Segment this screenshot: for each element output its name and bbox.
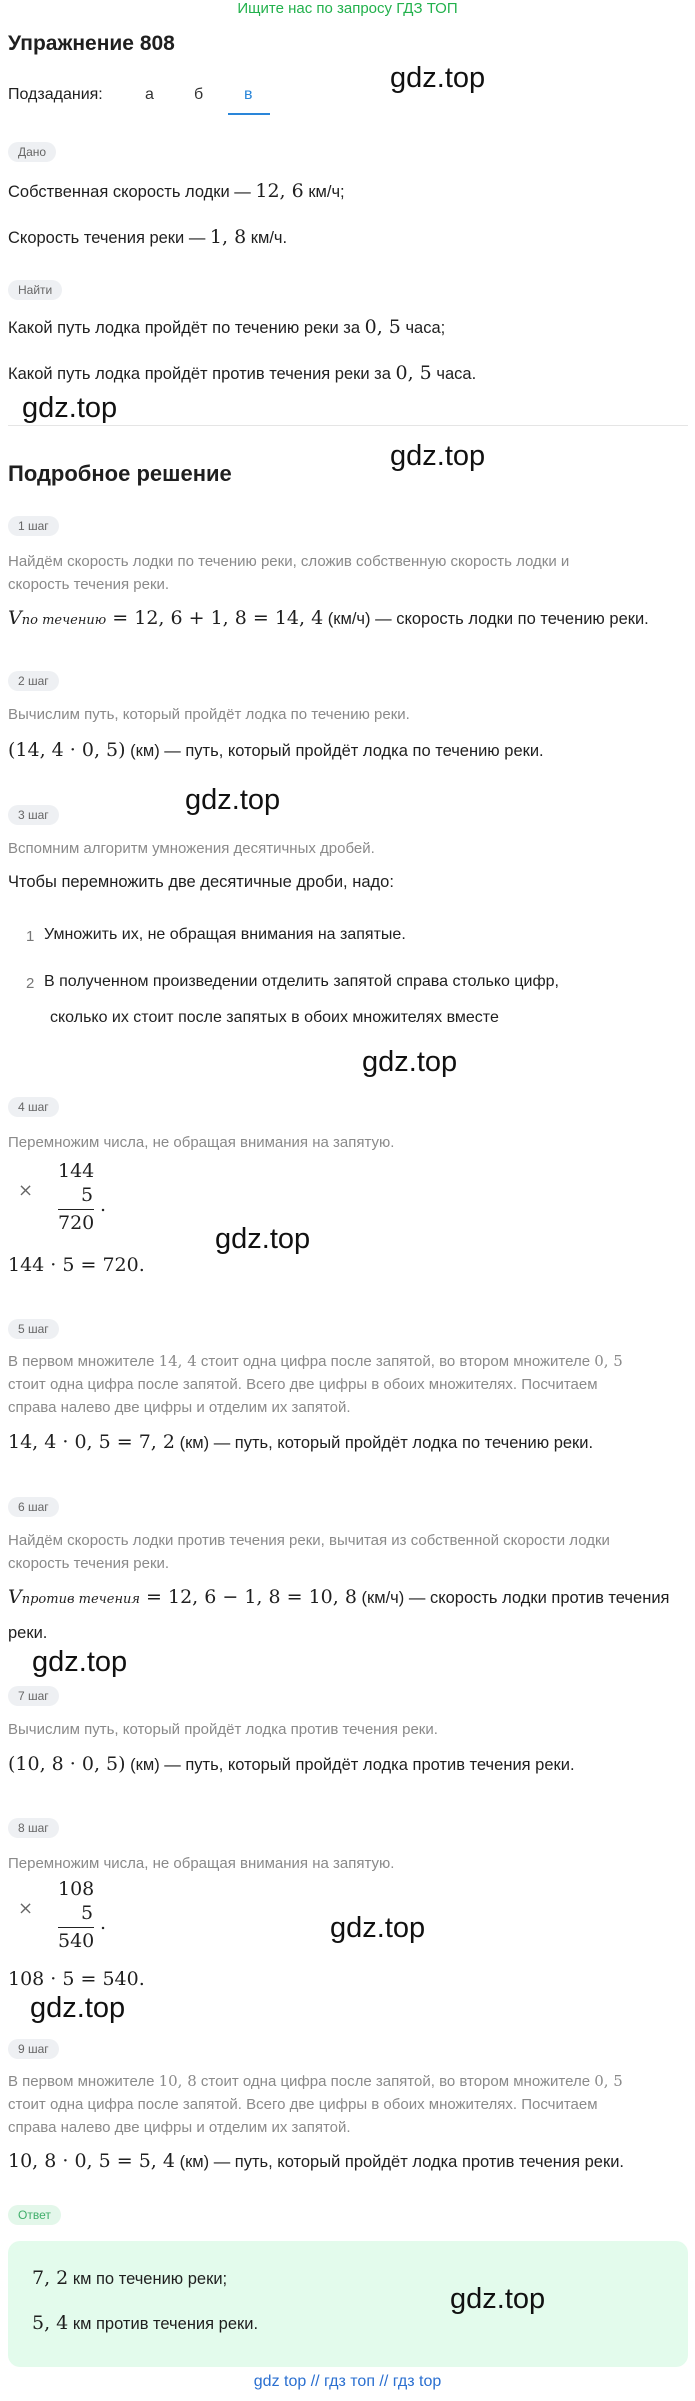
- column-multiplication: [8, 1876, 128, 1956]
- subtasks-label: Подзадания:: [8, 86, 103, 103]
- solution-title: Подробное решение: [8, 461, 232, 486]
- footer-links[interactable]: gdz top // гдз топ // гдз top: [253, 2373, 442, 2390]
- tab-b[interactable]: б: [194, 86, 204, 103]
- page-title: Упражнение 808: [8, 32, 175, 55]
- divider: [8, 425, 688, 426]
- step-6-formula: Vпротив течения = 12, 6 − 1, 8 = 10, 8 (км/ч) — скорость лодки против течения: [8, 1586, 670, 1608]
- step-9-description: В первом множителе 10, 8 стоит одна цифра после запятой, во втором множителе 0, 5 стоит одна цифра после запятой. Всего две цифры в обоих множителях. Посчитаем справа налево две цифры и отделим их запятой.: [8, 2072, 623, 2136]
- multiplicand: 144: [58, 1160, 95, 1182]
- step-7-badge: 7 шаг: [8, 1686, 59, 1706]
- list-number: 1: [26, 928, 35, 945]
- given-line-1: Собственная скорость лодки — 12, 6 км/ч;: [8, 180, 345, 202]
- step-2-description: Вычислим путь, который пройдёт лодка по течению реки.: [8, 706, 410, 723]
- watermark: gdz.top: [22, 392, 118, 424]
- step-3-description: Вспомним алгоритм умножения десятичных дробей.: [8, 840, 375, 857]
- watermark: gdz.top: [362, 1046, 458, 1078]
- tab-a[interactable]: а: [145, 86, 154, 103]
- step-1-description: Найдём скорость лодки по течению реки, сложив собственную скорость лодки и скорость течения реки.: [8, 553, 570, 593]
- watermark: gdz.top: [215, 1223, 311, 1255]
- list-number: 2: [26, 975, 35, 992]
- step-2-badge: 2 шаг: [8, 671, 59, 691]
- list-item: В полученном произведении отделить запятой справа столько цифр,: [44, 973, 559, 990]
- answer-box: [8, 2241, 688, 2367]
- find-badge: Найти: [8, 280, 62, 300]
- find-line-2: Какой путь лодка пройдёт против течения реки за 0, 5 часа.: [8, 362, 477, 384]
- step-5-badge: 5 шаг: [8, 1319, 59, 1339]
- step-4-result: 144 · 5 = 720.: [8, 1254, 145, 1276]
- watermark: gdz.top: [330, 1912, 426, 1944]
- column-multiplication: [8, 1158, 128, 1238]
- list-item-continuation: сколько их стоит после запятых в обоих множителях вместе: [50, 1009, 499, 1026]
- watermark: gdz.top: [32, 1646, 128, 1678]
- top-banner[interactable]: Ищите нас по запросу ГДЗ ТОП: [237, 0, 458, 17]
- answer-line-1: 7, 2 км по течению реки;: [32, 2267, 228, 2289]
- step-6-badge: 6 шаг: [8, 1497, 59, 1517]
- step-7-formula: (10, 8 · 0, 5) (км) — путь, который пройдёт лодка против течения реки.: [8, 1753, 575, 1775]
- step-6-description: Найдём скорость лодки против течения реки, вычитая из собственной скорости лодки скорость течения реки.: [8, 1532, 610, 1572]
- product: 720: [58, 1212, 95, 1234]
- product: 540: [58, 1930, 95, 1952]
- answer-badge: Ответ: [8, 2205, 61, 2225]
- multiply-sign: ×: [18, 1898, 34, 1919]
- multiplicand: 108: [58, 1878, 95, 1900]
- watermark: gdz.top: [450, 2283, 546, 2315]
- active-tab-indicator: [228, 113, 270, 115]
- step-8-result: 108 · 5 = 540.: [8, 1968, 145, 1990]
- tab-v[interactable]: в: [244, 86, 253, 103]
- step-2-formula: (14, 4 · 0, 5) (км) — путь, который пройдёт лодка по течению реки.: [8, 739, 544, 761]
- period: .: [100, 1912, 107, 1934]
- watermark: gdz.top: [30, 1992, 126, 2024]
- multiplier: 5: [81, 1902, 94, 1924]
- step-8-badge: 8 шаг: [8, 1818, 59, 1838]
- step-6-formula-continuation: реки.: [8, 1624, 48, 1642]
- step-9-formula: 10, 8 · 0, 5 = 5, 4 (км) — путь, который пройдёт лодка против течения реки.: [8, 2150, 624, 2172]
- step-4-description: Перемножим числа, не обращая внимания на запятую.: [8, 1134, 395, 1151]
- watermark: gdz.top: [390, 440, 486, 472]
- step-1-badge: 1 шаг: [8, 516, 59, 536]
- given-line-2: Скорость течения реки — 1, 8 км/ч.: [8, 226, 288, 248]
- step-5-formula: 14, 4 · 0, 5 = 7, 2 (км) — путь, который пройдёт лодка по течению реки.: [8, 1431, 594, 1453]
- step-3-intro: Чтобы перемножить две десятичные дроби, надо:: [8, 873, 394, 891]
- step-3-badge: 3 шаг: [8, 805, 59, 825]
- step-4-badge: 4 шаг: [8, 1097, 59, 1117]
- answer-line-2: 5, 4 км против течения реки.: [32, 2312, 259, 2334]
- watermark: gdz.top: [185, 784, 281, 816]
- multiply-sign: ×: [18, 1180, 34, 1201]
- step-5-description: В первом множителе 14, 4 стоит одна цифра после запятой, во втором множителе 0, 5 стоит одна цифра после запятой. Всего две цифры в обоих множителях. Посчитаем справа налево две цифры и отделим их запятой.: [8, 1352, 623, 1416]
- step-1-formula: Vпо течению = 12, 6 + 1, 8 = 14, 4 (км/ч) — скорость лодки по течению реки.: [8, 607, 649, 629]
- multiplier: 5: [81, 1184, 94, 1206]
- list-item: Умножить их, не обращая внимания на запятые.: [44, 926, 406, 943]
- multiplication-rule: [58, 1927, 94, 1928]
- period: .: [100, 1194, 107, 1216]
- find-line-1: Какой путь лодка пройдёт по течению реки за 0, 5 часа;: [8, 316, 446, 338]
- step-9-badge: 9 шаг: [8, 2039, 59, 2059]
- watermark: gdz.top: [390, 62, 486, 94]
- step-7-description: Вычислим путь, который пройдёт лодка против течения реки.: [8, 1721, 438, 1738]
- given-badge: Дано: [8, 142, 56, 162]
- step-8-description: Перемножим числа, не обращая внимания на запятую.: [8, 1855, 395, 1872]
- multiplication-rule: [58, 1209, 94, 1210]
